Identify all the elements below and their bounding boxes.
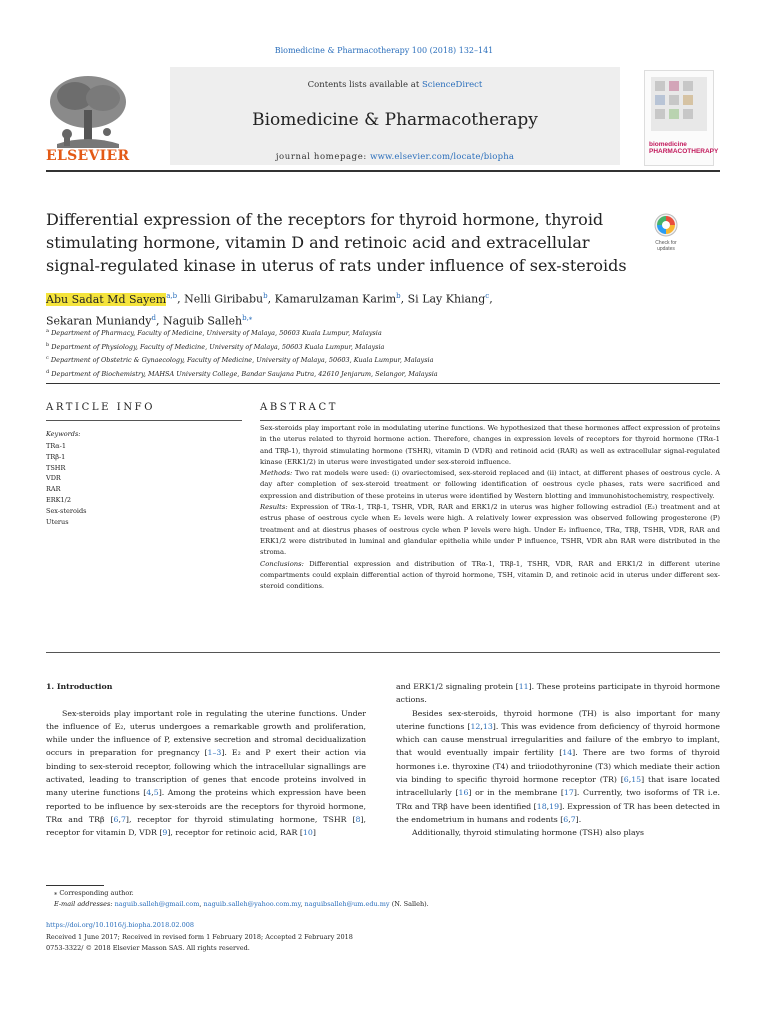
body-paragraph: Additionally, thyroid stimulating hormone (TSH) also plays [412,828,645,838]
citation-link[interactable]: 9 [162,828,168,838]
citation-link[interactable]: 10 [302,828,313,838]
article-info-heading: ARTICLE INFO [46,402,156,413]
citation-link[interactable]: 7 [570,814,576,824]
affiliation-text: Department of Physiology, Faculty of Medicine, University of Malaya, 50603 Kuala Lumpur, Malaysia [51,342,385,351]
abstract-bottom-rule [46,652,720,653]
sciencedirect-link[interactable]: ScienceDirect [421,80,483,90]
citation-link[interactable]: 19 [549,801,560,811]
author-list: Abu Sadat Md Sayem$^{a,b}$, Nelli Giribabu$^b$, Kamarulzaman Karim$^b$, Si Lay Khiang$^c$, Sekaran Muniandy$^d$, Naguib Salleh$^{b,⁎}$ [46,292,493,328]
author-name[interactable]: Naguib Salleh [163,314,243,328]
keyword-item: ERK1/2 [46,495,71,504]
author-name[interactable]: Abu Sadat Md Sayem [46,292,167,306]
article-dates [46,932,353,953]
abstract-results-text: Expression of TRα-1, TRβ-1, TSHR, VDR, RAR and ERK1/2 in uterus was higher following estradiol (E₂) treatment and at estrus phase of oestrous cycle when E₂ levels were high. A relatively lower expression was observed following progesterone (P) treatment and at diestrus phases of oestrous cycle when P levels were high. Under E₂ influence, TRα, TRβ, TSHR, VDR, RAR and ERK1/2 were distributed in luminal and glandular epithelia while under P influence, TSHR, VDR abn RAR were distributed in the stroma. [260,503,720,557]
journal-cover-thumbnail[interactable] [644,70,719,166]
body-paragraph: and ERK1/2 signaling protein [11]. These proteins participate in thyroid hormone actions. [396,682,720,705]
journal-reference[interactable]: Biomedicine & Pharmacotherapy 100 (2018) 132–141 [274,46,494,55]
author-affiliation-mark[interactable]: d [151,313,156,322]
author-name[interactable]: Nelli Giribabu [184,292,264,306]
keyword-item: TSHR [46,463,66,472]
homepage-label: journal homepage: [275,152,371,162]
article-info-rule [46,420,242,421]
affiliation-text: Department of Obstetric & Gynaecology, Faculty of Medicine, University of Malaya, 50603, Kuala Lumpur, Malaysia [50,356,434,365]
citation-link[interactable]: 13 [482,721,493,731]
homepage-link[interactable]: www.elsevier.com/locate/biopha [370,152,515,162]
abstract-methods-label: Methods: [260,469,293,478]
abstract-methods-text: Two rat models were used: (i) ovariectomised, sex-steroid replaced and (ii) intact, at different phases of oestrous cycle. A day after completion of sex-steroid treatment or following identification of oestrous cycle phases, rats were sacrificed and expression and distribution of these proteins in uterus were identified by Western blotting and immunohistochemistry, respectively. [260,469,720,500]
abstract-results-label: Results: [260,503,288,512]
abstract-conclusions-text: Differential expression and distribution of TRα-1, TRβ-1, TSHR, VDR, RAR and ERK1/2 in different uterine compartments could explain differential action of thyroid hormone, TSH, vitamin D, and retinoic acid in uterus under different sex-steroid conditions. [260,559,720,591]
body-column-left [46,680,366,840]
citation-link[interactable]: 15 [631,775,642,785]
footnote-rule [46,885,104,886]
affiliation-mark: d [46,368,50,375]
keyword-item: TRβ-1 [46,452,66,461]
author-affiliation-mark[interactable]: b [396,292,401,300]
corresponding-author-note: ⁎ Corresponding author. [54,889,134,897]
keyword-item: TRα-1 [46,442,66,450]
affiliation-text: Department of Biochemistry, MAHSA University College, Bandar Saujana Putra, 42610 Jenjarum, Selangor, Malaysia [51,370,438,379]
introduction-heading: 1. Introduction [46,682,113,691]
body-column-right [396,680,720,840]
homepage-line [170,152,620,162]
cover-title: biomedicine PHARMACOTHERAPY [649,141,719,155]
keyword-item: RAR [46,485,61,494]
affiliation-mark: c [46,355,49,362]
keyword-item: Uterus [46,517,69,526]
abstract-rule [260,420,720,421]
author-affiliation-mark[interactable]: c [485,292,490,300]
citation-link[interactable]: 12 [470,721,481,731]
received-dates: Received 1 June 2017; Received in revised form 1 February 2018; Accepted 2 February 2018 [46,933,353,941]
email-label: E-mail addresses: [54,900,113,908]
citation-link[interactable]: 16 [458,788,469,798]
keyword-list [46,441,86,527]
author-name[interactable]: Si Lay Khiang [407,292,486,306]
author-name[interactable]: Kamarulzaman Karim [274,292,397,306]
journal-title: Biomedicine & Pharmacotherapy [252,110,538,130]
doi-link[interactable]: https://doi.org/10.1016/j.biopha.2018.02.008 [46,921,195,929]
copyright-line: 0753-3322/ © 2018 Elsevier Masson SAS. All rights reserved. [46,943,250,952]
author-affiliation-mark[interactable]: a,b [166,292,178,300]
abstract-body [260,423,720,592]
citation-link[interactable]: 5 [153,788,159,798]
contents-prefix: Contents lists available at [307,80,422,90]
citation-link[interactable]: 17 [563,788,574,798]
affiliation-list [46,326,686,381]
body-paragraph: Besides sex-steroids, thyroid hormone (TH) is also important for many uterine functions [12,13]. This was evidence from deficiency of thyroid hormone which can cause menstrual irregularities and failure of the embryo to implant, that would eventually impair fertility [14]. There are two forms of thyroid hormones i.e. thyroxine (T4) and triiodothyronine (T3) which mediate their action via binding to specific thyroid hormone receptor (TR) [6,15] that isare located intracellularly [16] or in the membrane [17]. Currently, two isoforms of TR i.e. TRα and TRβ have been identified [18,19]. Expression of TR has been detected in the endometrium in humans and rodents [6,7]. [396,708,720,824]
citation-link[interactable]: 1–3 [207,748,222,758]
abstract-methods [260,468,720,502]
keyword-item: VDR [46,474,61,483]
abstract-heading: ABSTRACT [260,402,338,413]
affiliation-mark: b [46,341,50,348]
affiliation-item [46,340,686,354]
citation-link[interactable]: 6 [113,814,119,824]
abstract-results [260,502,720,558]
citation-link[interactable]: 14 [562,748,573,758]
affiliation-divider [46,383,720,384]
citation-link[interactable]: 8 [355,814,361,824]
cover-art-icon [645,71,713,137]
footnotes [46,888,720,910]
keywords-label: Keywords: [46,430,81,438]
affiliation-item [46,326,686,340]
affiliation-item [46,367,686,381]
affiliation-mark: a [46,328,49,334]
email-owner: (N. Salleh). [391,900,429,908]
email-line: E-mail addresses: naguib.salleh@gmail.com, naguib.salleh@yahoo.com.my, naguibsalleh@um.edu.my (N. Salleh). [54,900,429,908]
citation-link[interactable]: 6 [623,775,629,785]
citation-link[interactable]: 7 [120,814,126,824]
citation-link[interactable]: 6 [563,814,569,824]
body-paragraph: Sex-steroids play important role in regulating the uterine functions. Under the influence of E₂, uterus undergoes a remarkable growth and proliferation, while under the influence of P, extensive secretion and stromal decidualization occurs in preparation for pregnancy [1–3]. E₂ and P exert their action via binding to sex-steroid receptor, following which the intracellular signallings are activated, leading to transcription of genes that encode proteins involved in many uterine functions [4,5]. Among the proteins which expression have been reported to be influence by sex-steroids are the receptors for thyroid hormone, TRα and TRβ [6,7], receptor for thyroid stimulating hormone, TSHR [8], receptor for vitamin D, VDR [9], receptor for retinoic acid, RAR [10] [46,708,367,838]
email-link[interactable]: naguibsalleh@um.edu.my [304,900,390,908]
abstract-conclusions [260,559,720,593]
citation-link[interactable]: 11 [518,682,529,691]
citation-link[interactable]: 18 [536,801,547,811]
check-for-updates-label: Check for updates [655,240,677,252]
contents-line [170,80,620,90]
citation-link[interactable]: 4 [146,788,152,798]
header-divider [46,170,720,172]
abstract-conclusions-label: Conclusions: [260,559,304,568]
author-name[interactable]: Sekaran Muniandy [46,314,152,328]
check-for-updates-icon [646,212,686,240]
author-affiliation-mark[interactable]: b [263,292,268,300]
article-title: Differential expression of the receptors for thyroid hormone, thyroid stimulating hormone, vitamin D and retinoic acid and extracellular signal-regulated kinase in uterus of rats under influence of sex-steroids [46,210,627,275]
email-link[interactable]: naguib.salleh@yahoo.com.my [203,900,301,908]
email-link[interactable]: naguib.salleh@gmail.com [114,900,200,908]
abstract-intro: Sex-steroids play important role in modulating uterine functions. We hypothesized that these hormones affect expression of proteins in the uterus related to thyroid hormone action. Therefore, changes in expression levels of receptors for thyroid hormone (TRα-1 and TRβ-1), thyroid stimulating hormone (TSHR), vitamin D (VDR) and retinoid acid (RAR) as well as extracellular signal-regulated kinase (ERK1/2) in uterus were investigated under sex-steroid influence. [260,424,720,466]
affiliation-text: Department of Pharmacy, Faculty of Medicine, University of Malaya, 50603 Kuala Lumpur, Malaysia [51,329,382,338]
affiliation-item [46,353,686,367]
elsevier-wordmark: ELSEVIER [46,148,130,164]
keyword-item: Sex-steroids [46,506,87,515]
check-for-updates-badge[interactable] [646,212,686,260]
author-affiliation-mark[interactable]: b,⁎ [242,313,253,322]
